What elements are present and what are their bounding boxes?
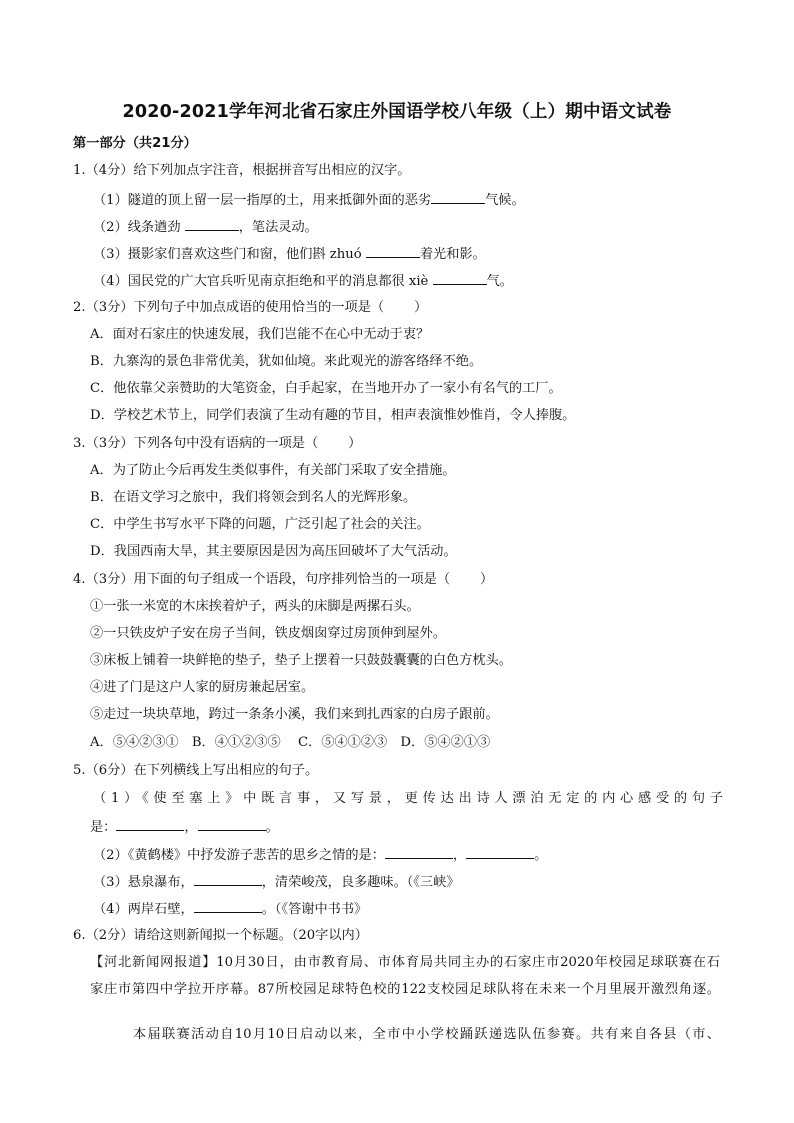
q3-stem-text: 3.（3分）下列各句中没有语病的一项是（: [73, 436, 319, 451]
q2-option-a[interactable]: A．面对石家庄的快速发展，我们岂能不在心中无动于衷？: [90, 327, 430, 342]
answer-blank[interactable]: [116, 817, 184, 831]
answer-blank[interactable]: [385, 845, 453, 859]
q1-item-2-text: （2）线条遒劲: [93, 220, 181, 235]
q5-item-3-prefix: （3）悬泉瀑布，: [93, 875, 194, 890]
q4-options[interactable]: A．⑤④②③① B．④①②③⑤ C．⑤④①②③ D．⑤④②①③: [90, 735, 491, 750]
q3-option-a[interactable]: A．为了防止今后再发生类似事件，有关部门采取了安全措施。: [90, 463, 456, 478]
q3-option-b[interactable]: B．在语文学习之旅中，我们将领会到名人的光辉形象。: [90, 490, 417, 505]
separator: ，: [452, 848, 467, 863]
q3-stem: [73, 435, 361, 453]
q1-item-1-text: （1）隧道的顶上留一层一指厚的土，用来抵御外面的恶劣: [93, 193, 432, 208]
q4-stem-close: ）: [480, 572, 494, 587]
exam-title: 2020-2021学年河北省石家庄外国语学校八年级（上）期中语文试卷: [122, 102, 672, 122]
q5-stem: 5.（6分）在下列横线上写出相应的句子。: [73, 763, 319, 778]
q1-item-3: [93, 244, 486, 264]
q4-sentence-2: ②一只铁皮炉子安在房子当间，铁皮烟囱穿过房顶伸到屋外。: [90, 626, 447, 641]
answer-blank[interactable]: [194, 872, 262, 886]
q5-item-2: [93, 845, 547, 865]
q5-item-4-prefix: （4）两岸石壁，: [93, 902, 194, 917]
q6-stem: 6.（2分）请给这则新闻拟一个标题。（20字以内）: [73, 928, 368, 943]
answer-blank[interactable]: [198, 817, 266, 831]
q5-item-4-suffix: 。（《答谢中书书》: [261, 902, 368, 917]
q2-stem: [73, 299, 427, 317]
q4-sentence-4: ④进了门是这户人家的厨房兼起居室。: [90, 680, 315, 695]
q5-item-1-line-2: [90, 817, 279, 837]
answer-blank[interactable]: [185, 217, 239, 231]
q5-item-3: [93, 872, 460, 892]
separator: ，: [184, 820, 198, 835]
answer-blank[interactable]: [431, 190, 485, 204]
q2-option-b[interactable]: B．九寨沟的景色非常优美，犹如仙境。来此观光的游客络绎不绝。: [90, 354, 483, 369]
q2-option-d[interactable]: D．学校艺术节上，同学们表演了生动有趣的节目，相声表演惟妙惟肖，令人捧腹。: [90, 408, 576, 423]
q1-item-3-after: 着光和影。: [419, 247, 486, 262]
q1-item-4-after: 气。: [486, 274, 513, 289]
q5-item-1-prefix: 是：: [90, 820, 117, 835]
q1-item-4: [93, 271, 513, 291]
q4-sentence-5: ⑤走过一块块草地，跨过一条条小溪，我们来到扎西家的白房子跟前。: [90, 707, 499, 722]
q1-item-2: [93, 217, 318, 237]
q3-option-d[interactable]: D．我国西南大旱，其主要原因是因为高压回破坏了大气活动。: [90, 544, 457, 559]
q4-sentence-3: ③床板上铺着一块鲜艳的垫子，垫子上摆着一只鼓鼓囊囊的白色方枕头。: [90, 653, 512, 668]
q5-item-4: [93, 899, 367, 919]
q4-sentence-1: ①一张一米宽的木床挨着炉子，两头的床脚是两摞石头。: [90, 599, 420, 614]
q5-item-2-prefix: （2）《黄鹤楼》中抒发游子悲苦的思乡之情的是：: [93, 848, 385, 863]
q1-item-1-after: 气候。: [485, 193, 525, 208]
q4-stem: [73, 571, 493, 589]
q5-item-1-line-1: （1）《使至塞上》中既言事，又写景，更传达出诗人漂泊无定的内心感受的句子: [93, 791, 723, 806]
q6-news-line-1: 【河北新闻网报道】10月30日，由市教育局、市体育局共同主办的石家庄市2020年校园足球联赛在石: [90, 955, 720, 970]
period: 。: [265, 820, 279, 835]
q1-item-1: [93, 190, 525, 210]
q2-stem-close: ）: [414, 300, 428, 315]
q1-item-4-text: （4）国民党的广大官兵听见南京拒绝和平的消息都很 xiè: [93, 274, 429, 289]
q3-option-c[interactable]: C．中学生书写水平下降的问题，广泛引起了社会的关注。: [90, 517, 430, 532]
q5-item-3-suffix: ，清荣峻茂，良多趣味。（《三峡》: [261, 875, 460, 890]
q4-stem-text: 4.（3分）用下面的句子组成一个语段，句序排列恰当的一项是（: [73, 572, 451, 587]
answer-blank[interactable]: [466, 845, 534, 859]
q2-option-c[interactable]: C．他依靠父亲赞助的大笔资金，白手起家，在当地开办了一家小有名气的工厂。: [90, 381, 562, 396]
q1-item-2-after: ，笔法灵动。: [238, 220, 318, 235]
answer-blank[interactable]: [433, 271, 487, 285]
q6-news-line-2: 家庄市第四中学拉开序幕。87所校园足球特色校的122支校园足球队将在未来一个月里展开激烈角逐。: [90, 982, 720, 997]
q1-item-3-text: （3）摄影家们喜欢这些门和窗，他们斟 zhuó: [93, 247, 362, 262]
part1-heading: 第一部分（共21分）: [73, 136, 197, 151]
q3-stem-close: ）: [348, 436, 362, 451]
q6-news-line-3: 本届联赛活动自10月10日启动以来，全市中小学校踊跃递选队伍参赛。共有来自各县（市、: [133, 1027, 720, 1042]
period: 。: [534, 848, 548, 863]
q2-stem-text: 2.（3分）下列句子中加点成语的使用恰当的一项是（: [73, 300, 385, 315]
answer-blank[interactable]: [366, 244, 420, 258]
q1-stem: 1.（4分）给下列加点字注音，根据拼音写出相应的汉字。: [73, 163, 411, 178]
answer-blank[interactable]: [194, 899, 262, 913]
